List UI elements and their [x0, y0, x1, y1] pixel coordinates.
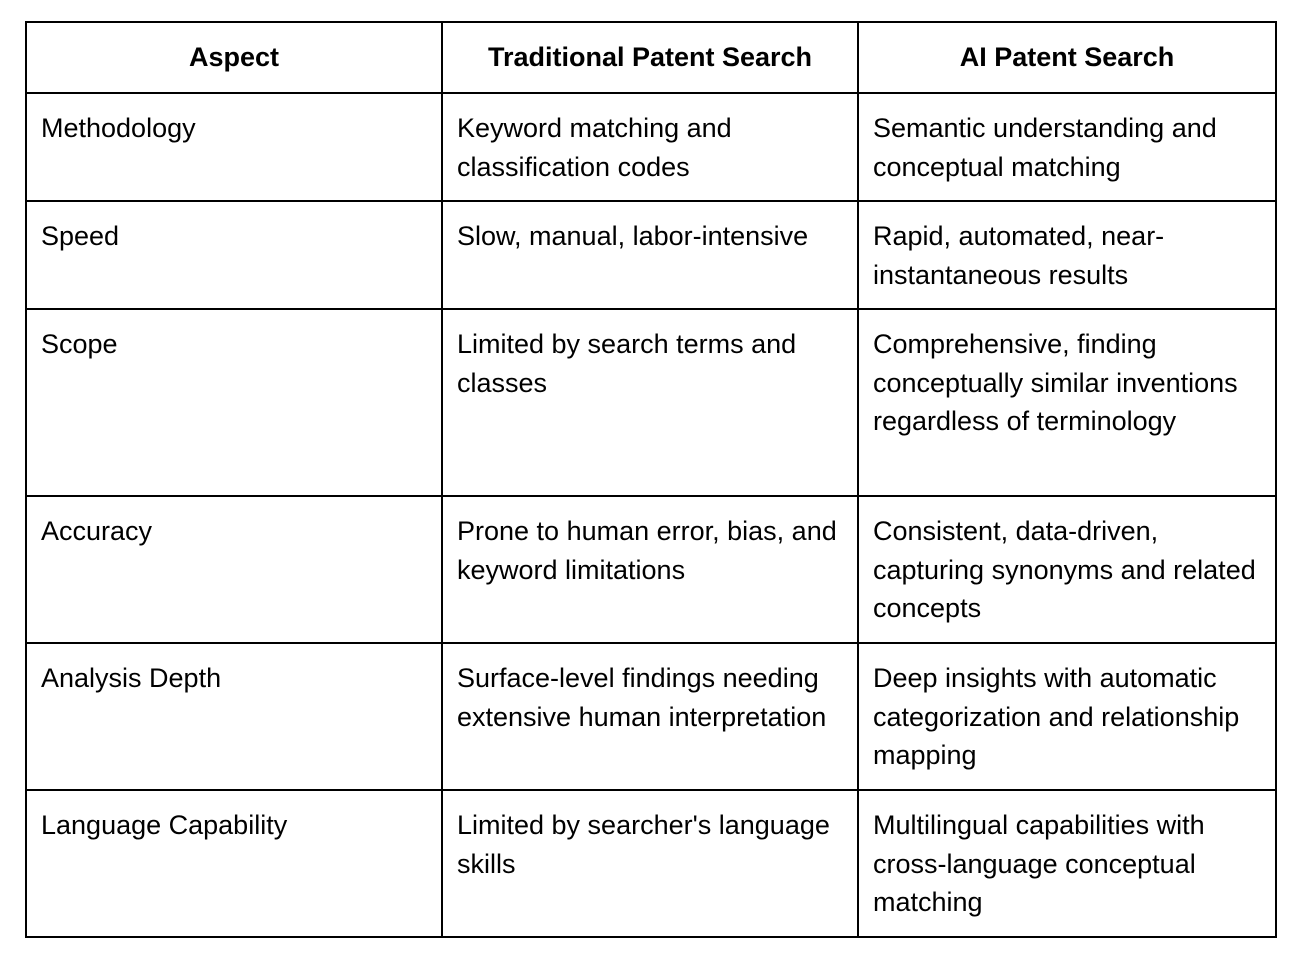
table-row [26, 309, 1276, 496]
table-header-row [26, 22, 1276, 93]
cell-aspect: Language Capability [26, 790, 442, 937]
cell-traditional: Slow, manual, labor-intensive [442, 201, 858, 309]
comparison-table-container [25, 21, 1275, 938]
cell-ai: Consistent, data-driven, capturing synonyms and related concepts [858, 496, 1276, 643]
cell-ai: Rapid, automated, near-instantaneous results [858, 201, 1276, 309]
table-row [26, 93, 1276, 201]
cell-ai: Semantic understanding and conceptual matching [858, 93, 1276, 201]
cell-traditional: Surface-level findings needing extensive human interpretation [442, 643, 858, 790]
cell-aspect: Speed [26, 201, 442, 309]
cell-aspect: Scope [26, 309, 442, 496]
table-row [26, 790, 1276, 937]
comparison-table [25, 21, 1277, 938]
cell-ai: Multilingual capabilities with cross-language conceptual matching [858, 790, 1276, 937]
cell-traditional: Limited by search terms and classes [442, 309, 858, 496]
table-row [26, 643, 1276, 790]
cell-ai: Comprehensive, finding conceptually similar inventions regardless of terminology [858, 309, 1276, 496]
cell-traditional: Keyword matching and classification codes [442, 93, 858, 201]
table-row [26, 496, 1276, 643]
cell-traditional: Limited by searcher's language skills [442, 790, 858, 937]
cell-ai: Deep insights with automatic categorization and relationship mapping [858, 643, 1276, 790]
cell-aspect: Methodology [26, 93, 442, 201]
cell-aspect: Analysis Depth [26, 643, 442, 790]
cell-traditional: Prone to human error, bias, and keyword limitations [442, 496, 858, 643]
header-traditional-patent-search: Traditional Patent Search [442, 22, 858, 93]
table-row [26, 201, 1276, 309]
header-ai-patent-search: AI Patent Search [858, 22, 1276, 93]
header-aspect: Aspect [26, 22, 442, 93]
cell-aspect: Accuracy [26, 496, 442, 643]
